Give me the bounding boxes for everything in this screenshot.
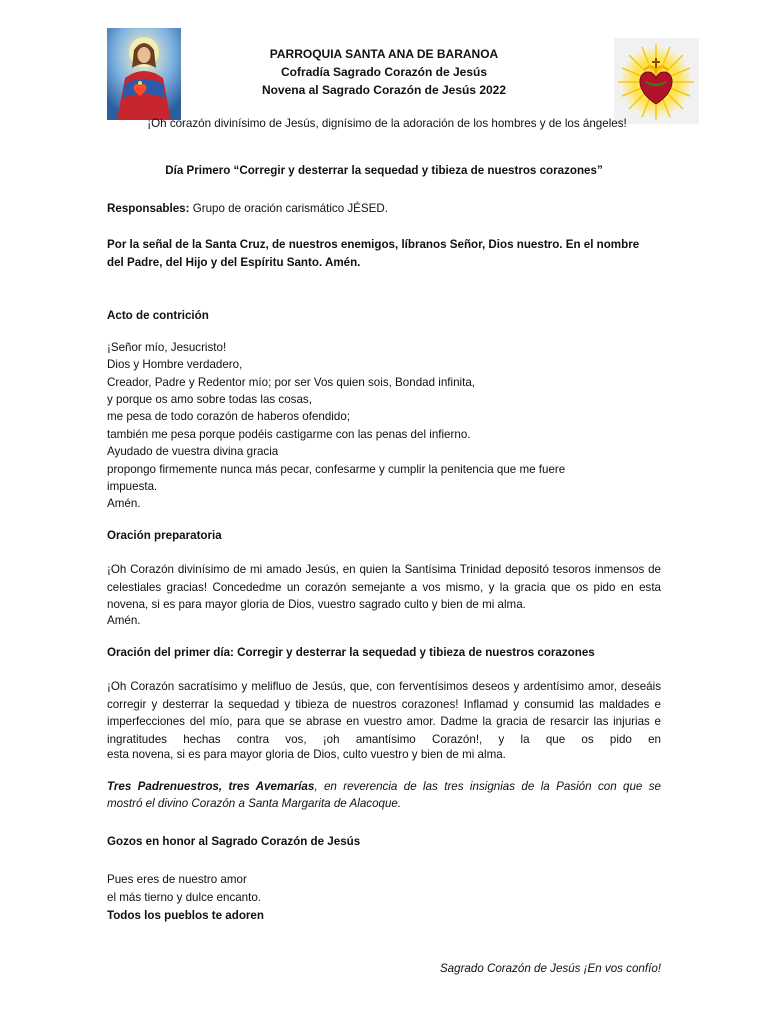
gozos-line-2: el más tierno y dulce encanto. bbox=[107, 891, 262, 904]
contricion-line: Amén. bbox=[107, 497, 141, 510]
novena-title: Novena al Sagrado Corazón de Jesús 2022 bbox=[261, 83, 507, 97]
contricion-line: y porque os amo sobre todas las cosas, bbox=[107, 393, 312, 406]
responsables-value: Grupo de oración carismático JÉSED. bbox=[192, 202, 388, 215]
gozos-line-3: Todos los pueblos te adoren bbox=[107, 909, 264, 922]
gozos-line-1: Pues eres de nuestro amor bbox=[107, 873, 247, 886]
primer-dia-last-line: esta novena, si es para mayor gloria de Dios, culto vuestro y bien de mi alma. bbox=[107, 748, 506, 761]
contricion-line: me pesa de todo corazón de haberos ofendido; bbox=[107, 410, 350, 423]
sacred-heart-symbol-image bbox=[614, 38, 699, 124]
cofradia-title: Cofradía Sagrado Corazón de Jesús bbox=[280, 65, 488, 79]
invocation: ¡Oh corazón divinísimo de Jesús, dignísimo de la adoración de los hombres y de los ángeles! bbox=[147, 117, 627, 130]
contricion-line: Ayudado de vuestra divina gracia bbox=[107, 445, 279, 458]
primer-dia-text: ¡Oh Corazón sacratísimo y melifluo de Jesús, que, con ferventísimos deseos y ardentísimo amor, deseáis corregir y desterrar la sequedad y tibieza de nuestros corazones! Inflamad y consumid las maldades e imperfecciones del mío, para que se abrase en vuestro amor. Dadme la gracia de resarcir las injurias e ingratitudes hechas contra vos, ¡oh amantísimo Corazón!, y la que os pido en bbox=[107, 680, 661, 746]
preparatoria-amen: Amén. bbox=[107, 614, 141, 627]
tres-line-2: mostró el divino Corazón a Santa Margarita de Alacoque. bbox=[107, 797, 402, 810]
contricion-line: impuesta. bbox=[107, 480, 158, 493]
sign-of-cross-line-1: Por la señal de la Santa Cruz, de nuestros enemigos, líbranos Señor, Dios nuestro. En el nombre bbox=[107, 238, 640, 251]
sign-of-cross-line-2: del Padre, del Hijo y del Espíritu Santo. Amén. bbox=[107, 256, 361, 269]
contricion-line: también me pesa porque podéis castigarme con las penas del infierno. bbox=[107, 428, 471, 441]
contricion-line: Creador, Padre y Redentor mío; por ser Vos quien sois, Bondad infinita, bbox=[107, 376, 475, 389]
contricion-line: propongo firmemente nunca más pecar, confesarme y cumplir la penitencia que me fuere bbox=[107, 463, 566, 476]
preparatoria-text: ¡Oh Corazón divinísimo de mi amado Jesús, en quien la Santísima Trinidad depositó tesoros inmensos de celestiales gracias! Concededme un corazón semejante a vos mismo, y la gracia que os pido en esta novena, si es para mayor gloria de Dios, vuestro sagrado culto y bien de mi alma. bbox=[107, 563, 661, 612]
primer-dia-title: Oración del primer día: Corregir y desterrar la sequedad y tibieza de nuestros corazones bbox=[107, 646, 595, 659]
responsables bbox=[107, 202, 388, 215]
contricion-line: ¡Señor mío, Jesucristo! bbox=[107, 341, 227, 354]
footer-motto: Sagrado Corazón de Jesús ¡En vos confío! bbox=[439, 962, 661, 975]
tres-rest: , en reverencia de las tres insignias de la Pasión con que se bbox=[314, 780, 661, 793]
tres-bold: Tres Padrenuestros, tres Avemarías bbox=[107, 780, 315, 793]
preparatoria-title: Oración preparatoria bbox=[107, 529, 222, 542]
gozos-title: Gozos en honor al Sagrado Corazón de Jesús bbox=[107, 835, 361, 848]
parish-title: PARROQUIA SANTA ANA DE BARANOA bbox=[269, 47, 499, 61]
contricion-title: Acto de contrición bbox=[107, 309, 209, 322]
tres-line-1 bbox=[107, 780, 661, 793]
day-title: Día Primero “Corregir y desterrar la sequedad y tibieza de nuestros corazones” bbox=[165, 164, 603, 177]
responsables-label: Responsables: bbox=[107, 202, 190, 215]
contricion-line: Dios y Hombre verdadero, bbox=[107, 358, 243, 371]
sacred-heart-jesus-image bbox=[107, 28, 181, 120]
